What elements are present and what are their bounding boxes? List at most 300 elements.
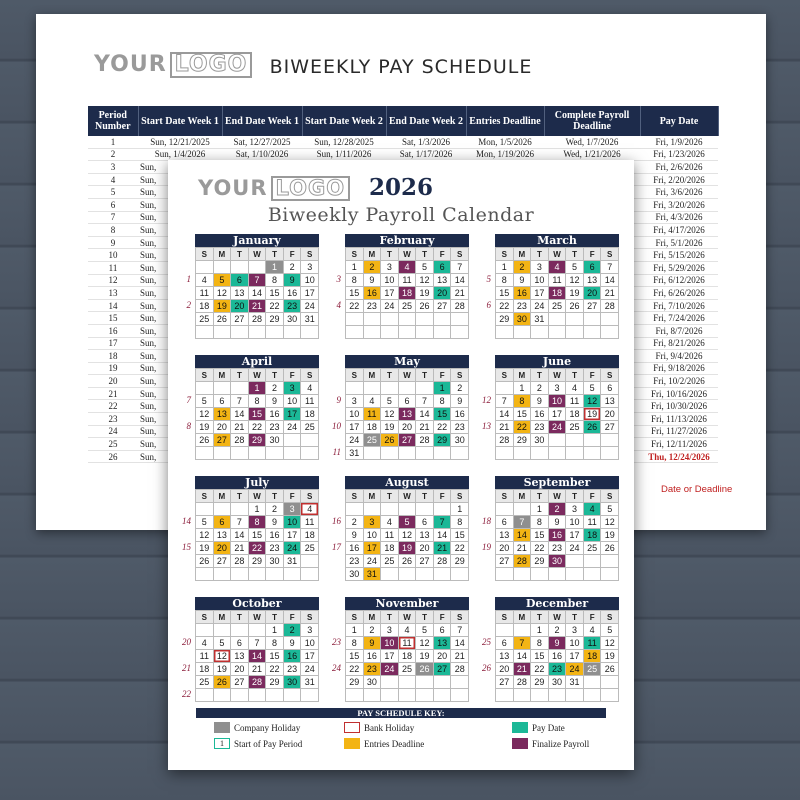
day-cell: 18 [301,529,319,542]
day-cell: 18 [196,300,214,313]
empty-day-cell [301,568,319,581]
table-cell: 9 [88,236,138,249]
day-cell: 26 [601,663,619,676]
weekday-label: S [301,369,319,382]
day-cell: 10 [531,274,549,287]
day-cell: 20 [496,542,514,555]
pay-period-number: 20 [182,637,191,647]
table-cell: 13 [88,287,138,300]
day-cell: 5 [214,274,232,287]
month-calendar [495,476,619,581]
day-cell: 17 [284,408,302,421]
day-cell: 21 [249,300,267,313]
day-cell: 29 [434,434,452,447]
day-grid [345,247,469,339]
table-cell: Sun, [138,299,222,312]
day-cell: 17 [381,287,399,300]
day-cell: 12 [416,637,434,650]
empty-day-cell [249,326,267,339]
empty-day-cell [584,447,602,460]
weekday-label: F [584,248,602,261]
day-cell: 8 [346,274,364,287]
empty-day-cell [214,382,232,395]
day-cell: 2 [266,503,284,516]
empty-day-cell [549,434,567,447]
month-name: July [195,476,319,489]
day-cell: 12 [399,529,417,542]
day-cell: 1 [434,382,452,395]
weekday-label: S [346,248,364,261]
month-name: January [195,234,319,247]
table-cell: Sun, [138,224,222,237]
weekday-label: S [496,611,514,624]
day-cell: 4 [399,261,417,274]
empty-day-cell [514,326,532,339]
table-cell: 21 [88,387,138,400]
table-cell: Sun, [138,161,222,174]
table-cell: Fri, 9/18/2026 [640,362,718,375]
weekday-label: T [416,490,434,503]
day-cell: 2 [346,516,364,529]
pay-period-number: 23 [332,637,341,647]
day-cell: 8 [434,395,452,408]
day-cell: 16 [549,529,567,542]
day-cell: 22 [249,542,267,555]
empty-day-cell [584,434,602,447]
day-cell: 19 [416,650,434,663]
month-calendar [495,234,619,339]
empty-day-cell [346,689,364,702]
day-cell: 3 [566,503,584,516]
day-cell: 4 [301,382,319,395]
day-cell: 30 [451,434,469,447]
empty-day-cell [249,447,267,460]
table-cell: Sun, [138,350,222,363]
day-cell: 10 [284,516,302,529]
day-cell: 26 [381,434,399,447]
day-cell: 19 [416,287,434,300]
empty-day-cell [496,689,514,702]
empty-day-cell [381,676,399,689]
table-cell: Sat, 1/10/2026 [222,148,302,161]
day-cell: 20 [584,287,602,300]
table-cell: 16 [88,324,138,337]
day-grid [495,247,619,339]
empty-day-cell [381,326,399,339]
empty-day-cell [249,624,267,637]
table-cell: Sun, [138,450,222,463]
day-cell: 2 [364,624,382,637]
empty-day-cell [601,689,619,702]
day-cell: 2 [364,261,382,274]
table-cell: Sun, [138,198,222,211]
day-cell: 13 [214,529,232,542]
day-cell: 12 [601,637,619,650]
empty-day-cell [451,568,469,581]
table-cell: Fri, 2/20/2026 [640,173,718,186]
day-grid [195,368,319,460]
empty-day-cell [496,447,514,460]
table-cell: Fri, 3/20/2026 [640,198,718,211]
day-cell: 8 [451,516,469,529]
day-cell: 21 [231,421,249,434]
schedule-title: BIWEEKLY PAY SCHEDULE [269,56,533,78]
day-cell: 12 [381,408,399,421]
empty-day-cell [566,689,584,702]
day-cell: 7 [514,516,532,529]
pay-period-number: 5 [486,274,491,284]
day-cell: 16 [284,650,302,663]
empty-day-cell [451,313,469,326]
day-cell: 4 [566,382,584,395]
pay-date-swatch [512,722,528,733]
empty-day-cell [531,689,549,702]
day-cell: 25 [196,313,214,326]
day-grid [345,368,469,460]
day-cell: 14 [249,287,267,300]
day-cell: 14 [451,274,469,287]
table-cell: 23 [88,413,138,426]
table-cell: Fri, 1/23/2026 [640,148,718,161]
day-cell: 15 [346,287,364,300]
empty-day-cell [346,326,364,339]
empty-day-cell [399,503,417,516]
weekday-label: M [364,248,382,261]
month-name: April [195,355,319,368]
pay-period-number: 12 [482,395,491,405]
empty-day-cell [196,326,214,339]
weekday-label: M [214,490,232,503]
table-cell: Sun, 1/11/2026 [302,148,386,161]
day-cell: 11 [584,637,602,650]
weekday-label: T [531,490,549,503]
weekday-label: M [514,248,532,261]
payroll-calendar-sheet [168,160,634,770]
day-cell: 17 [566,650,584,663]
weekday-label: F [584,490,602,503]
day-cell: 9 [514,274,532,287]
day-cell: 8 [496,274,514,287]
table-cell: 8 [88,224,138,237]
weekday-label: S [496,490,514,503]
day-cell: 27 [584,300,602,313]
weekday-label: M [364,490,382,503]
empty-day-cell [284,689,302,702]
table-cell: Fri, 8/21/2026 [640,337,718,350]
column-header: Start Date Week 1 [138,106,222,136]
pay-period-number: 10 [332,421,341,431]
table-cell: Sun, [138,324,222,337]
key-pay-date: Pay Date [512,722,565,733]
empty-day-cell [514,624,532,637]
day-cell: 24 [284,542,302,555]
day-cell: 30 [346,568,364,581]
weekday-label: S [451,611,469,624]
empty-day-cell [301,434,319,447]
weekday-label: T [566,248,584,261]
day-cell: 8 [531,516,549,529]
empty-day-cell [346,313,364,326]
empty-day-cell [566,434,584,447]
table-cell: Fri, 11/27/2026 [640,425,718,438]
empty-day-cell [249,689,267,702]
day-cell: 29 [514,434,532,447]
weekday-label: T [266,369,284,382]
table-cell: Fri, 7/10/2026 [640,299,718,312]
day-cell: 24 [301,300,319,313]
empty-day-cell [301,555,319,568]
weekday-label: S [451,490,469,503]
empty-day-cell [196,624,214,637]
empty-day-cell [416,447,434,460]
empty-day-cell [284,326,302,339]
empty-day-cell [451,689,469,702]
day-cell: 22 [496,300,514,313]
day-cell: 22 [531,542,549,555]
table-cell: 25 [88,438,138,451]
empty-day-cell [531,447,549,460]
empty-day-cell [496,624,514,637]
day-cell: 25 [399,663,417,676]
day-cell: 28 [451,300,469,313]
day-cell: 29 [249,555,267,568]
day-cell: 30 [266,555,284,568]
column-header: Complete Payroll Deadline [544,106,640,136]
table-cell: Fri, 12/11/2026 [640,438,718,451]
day-cell: 27 [434,300,452,313]
day-cell: 5 [416,624,434,637]
day-cell: 16 [266,408,284,421]
day-cell: 20 [231,663,249,676]
day-cell: 8 [531,637,549,650]
empty-day-cell [196,503,214,516]
table-cell: Sun, [138,173,222,186]
empty-day-cell [266,447,284,460]
empty-day-cell [346,503,364,516]
day-cell: 23 [514,300,532,313]
day-cell: 12 [214,287,232,300]
day-cell: 16 [266,529,284,542]
day-cell: 4 [381,516,399,529]
empty-day-cell [584,689,602,702]
day-cell: 13 [231,650,249,663]
day-cell: 26 [416,300,434,313]
day-cell: 2 [284,261,302,274]
empty-day-cell [514,689,532,702]
day-cell: 15 [266,650,284,663]
day-cell: 15 [531,650,549,663]
empty-day-cell [601,326,619,339]
day-cell: 9 [284,274,302,287]
day-cell: 30 [549,676,567,689]
day-cell: 11 [566,395,584,408]
table-row [88,148,718,161]
pay-period-number: 15 [182,542,191,552]
day-cell: 18 [196,663,214,676]
day-cell: 27 [496,676,514,689]
empty-day-cell [399,568,417,581]
empty-day-cell [214,568,232,581]
empty-day-cell [231,382,249,395]
footnote: Date or Deadline [661,484,733,495]
day-cell: 12 [566,274,584,287]
empty-day-cell [266,689,284,702]
empty-day-cell [496,568,514,581]
weekday-label: T [381,248,399,261]
day-cell: 4 [196,274,214,287]
weekday-label: M [214,611,232,624]
table-cell: 12 [88,274,138,287]
empty-day-cell [566,568,584,581]
table-cell: Sun, [138,312,222,325]
weekday-label: T [381,490,399,503]
pay-period-number: 1 [186,274,191,284]
day-cell: 16 [531,408,549,421]
day-cell: 1 [496,261,514,274]
day-cell: 30 [284,313,302,326]
day-cell: 25 [301,542,319,555]
day-cell: 4 [196,637,214,650]
empty-day-cell [584,568,602,581]
pay-period-number: 21 [182,663,191,673]
finalize-swatch [512,738,528,749]
day-cell: 31 [346,447,364,460]
empty-day-cell [434,313,452,326]
day-cell: 23 [549,663,567,676]
day-cell: 21 [601,287,619,300]
day-cell: 6 [416,516,434,529]
day-cell: 3 [284,503,302,516]
day-cell: 10 [549,395,567,408]
day-cell: 1 [249,503,267,516]
weekday-label: S [496,369,514,382]
day-cell: 2 [549,503,567,516]
day-cell: 8 [346,637,364,650]
day-cell: 5 [416,261,434,274]
start-period-swatch: 1 [214,738,230,749]
day-cell: 28 [416,434,434,447]
day-cell: 27 [601,421,619,434]
calendar-title: Biweekly Payroll Calendar [267,204,535,226]
day-cell: 14 [496,408,514,421]
empty-day-cell [231,503,249,516]
day-cell: 17 [301,650,319,663]
empty-day-cell [364,447,382,460]
empty-day-cell [214,261,232,274]
day-cell: 22 [451,542,469,555]
table-cell: 22 [88,400,138,413]
key-entries-deadline: Entries Deadline [344,738,424,749]
day-cell: 9 [284,637,302,650]
empty-day-cell [381,382,399,395]
day-cell: 10 [346,408,364,421]
day-cell: 30 [364,676,382,689]
key-finalize-payroll: Finalize Payroll [512,738,589,749]
day-cell: 9 [451,395,469,408]
weekday-label: S [196,369,214,382]
day-cell: 29 [266,676,284,689]
day-cell: 25 [399,300,417,313]
day-cell: 28 [231,434,249,447]
month-calendar [345,234,469,339]
day-cell: 2 [514,261,532,274]
day-cell: 10 [566,637,584,650]
day-grid [195,489,319,581]
day-cell: 15 [346,650,364,663]
day-cell: 1 [451,503,469,516]
weekday-label: S [451,369,469,382]
day-cell: 12 [584,395,602,408]
day-cell: 15 [266,287,284,300]
day-cell: 22 [346,663,364,676]
table-cell: Mon, 1/5/2026 [466,136,544,148]
month-name: February [345,234,469,247]
empty-day-cell [566,326,584,339]
day-cell: 18 [566,408,584,421]
month-calendar [195,234,319,339]
day-cell: 11 [399,274,417,287]
day-cell: 14 [601,274,619,287]
day-cell: 1 [249,382,267,395]
day-cell: 23 [346,555,364,568]
pay-period-number: 25 [482,637,491,647]
day-cell: 30 [514,313,532,326]
table-cell: 18 [88,350,138,363]
column-header: Entries Deadline [466,106,544,136]
weekday-label: W [249,369,267,382]
weekday-label: F [584,611,602,624]
weekday-label: T [416,369,434,382]
weekday-label: W [249,490,267,503]
day-cell: 3 [531,261,549,274]
bank-holiday-swatch [344,722,360,733]
empty-day-cell [231,568,249,581]
day-cell: 9 [346,529,364,542]
empty-day-cell [301,326,319,339]
day-cell: 21 [434,542,452,555]
empty-day-cell [416,313,434,326]
day-cell: 30 [549,555,567,568]
day-cell: 12 [196,529,214,542]
month-name: September [495,476,619,489]
day-cell: 3 [381,624,399,637]
day-cell: 19 [214,300,232,313]
day-cell: 11 [381,529,399,542]
day-cell: 15 [514,408,532,421]
table-cell: Sun, 12/21/2025 [138,136,222,148]
day-cell: 22 [531,663,549,676]
day-cell: 18 [584,650,602,663]
weekday-label: S [301,490,319,503]
month-name: March [495,234,619,247]
pay-period-number: 26 [482,663,491,673]
empty-day-cell [249,568,267,581]
weekday-label: W [249,248,267,261]
day-cell: 7 [514,637,532,650]
day-cell: 6 [214,395,232,408]
day-cell: 14 [249,650,267,663]
day-cell: 12 [601,516,619,529]
day-cell: 17 [301,287,319,300]
day-cell: 27 [399,434,417,447]
weekday-label: F [284,490,302,503]
day-cell: 26 [214,313,232,326]
day-cell: 10 [566,516,584,529]
empty-day-cell [549,568,567,581]
day-cell: 7 [434,516,452,529]
weekday-label: T [381,369,399,382]
table-cell: 24 [88,425,138,438]
